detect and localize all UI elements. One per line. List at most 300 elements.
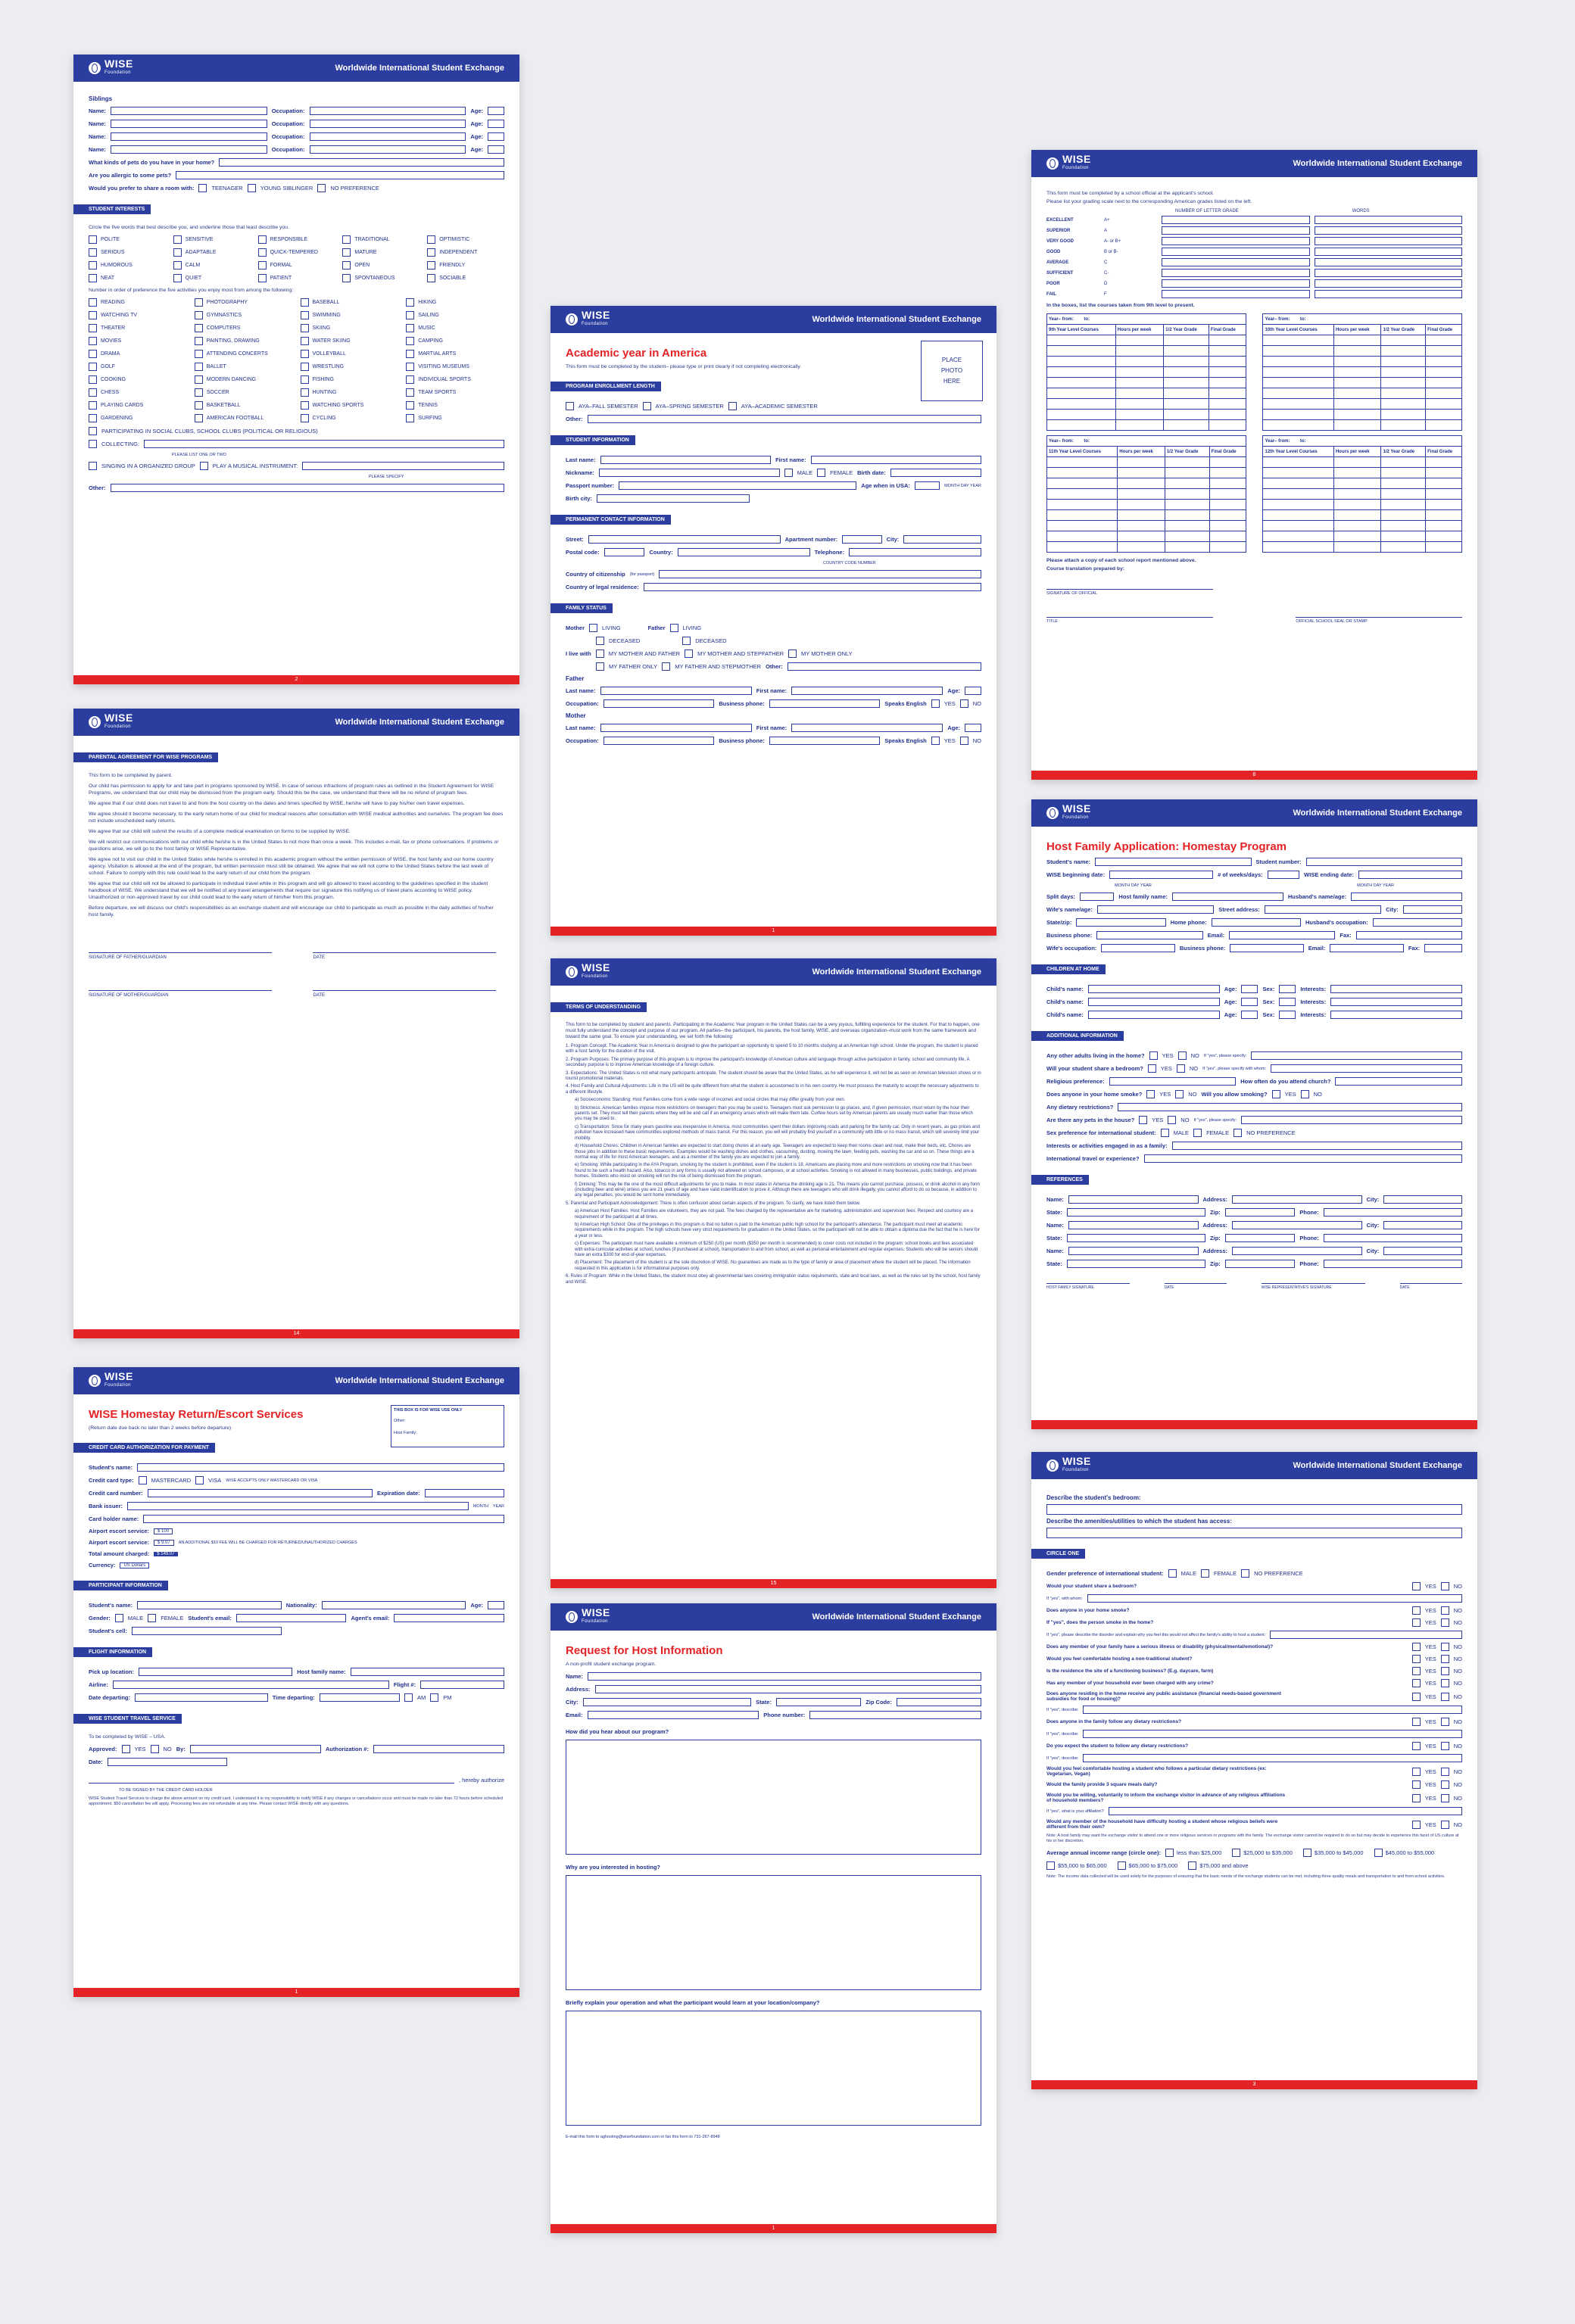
activity-option[interactable] — [406, 298, 504, 307]
q-yes[interactable] — [1412, 1618, 1421, 1627]
word-option[interactable] — [89, 261, 166, 269]
activity-option[interactable] — [301, 350, 399, 358]
q-no[interactable] — [1441, 1606, 1449, 1615]
photo-placeholder[interactable]: PLACE PHOTO HERE — [921, 341, 983, 401]
father-deceased[interactable] — [682, 637, 691, 645]
q6-yes[interactable] — [1139, 1116, 1147, 1124]
q-no[interactable] — [1441, 1794, 1449, 1802]
word-checkbox[interactable] — [173, 274, 182, 282]
email-field[interactable] — [1229, 931, 1335, 939]
g-male[interactable] — [1168, 1569, 1177, 1578]
course-cell[interactable] — [1381, 457, 1426, 468]
signature-mother[interactable]: SIGNATURE OF MOTHER/GUARDIAN — [89, 990, 272, 998]
child-age-field[interactable] — [1241, 985, 1258, 993]
end-field[interactable] — [1358, 871, 1462, 879]
word-option[interactable] — [173, 274, 251, 282]
share-younger-checkbox[interactable] — [248, 184, 256, 192]
student-name-field[interactable] — [1095, 858, 1251, 866]
activity-checkbox[interactable] — [89, 337, 97, 345]
activity-checkbox[interactable] — [406, 298, 414, 307]
course-cell[interactable] — [1047, 420, 1116, 431]
activity-checkbox[interactable] — [406, 337, 414, 345]
activity-option[interactable] — [406, 311, 504, 319]
apt-field[interactable] — [842, 535, 881, 544]
course-cell[interactable] — [1381, 510, 1426, 521]
word-checkbox[interactable] — [89, 248, 97, 257]
q-yes[interactable] — [1412, 1667, 1421, 1675]
course-cell[interactable] — [1263, 478, 1333, 489]
word-checkbox[interactable] — [258, 261, 267, 269]
mother-last-field[interactable] — [600, 724, 752, 732]
activity-option[interactable] — [195, 298, 293, 307]
course-cell[interactable] — [1164, 357, 1209, 367]
bank-field[interactable] — [127, 1502, 469, 1510]
sibling-age-field[interactable] — [488, 120, 504, 128]
course-cell[interactable] — [1164, 388, 1209, 399]
course-cell[interactable] — [1047, 346, 1116, 357]
word-option[interactable] — [342, 274, 419, 282]
activity-option[interactable] — [406, 414, 504, 422]
activity-checkbox[interactable] — [195, 401, 203, 410]
course-cell[interactable] — [1118, 457, 1165, 468]
if-yes-field[interactable] — [1083, 1706, 1462, 1714]
grade-words-field[interactable] — [1315, 258, 1463, 266]
course-cell[interactable] — [1333, 399, 1381, 410]
child-name-field[interactable] — [1088, 985, 1220, 993]
child-interests-field[interactable] — [1330, 985, 1462, 993]
course-cell[interactable] — [1164, 378, 1209, 388]
course-cell[interactable] — [1426, 500, 1462, 510]
word-option[interactable] — [89, 235, 166, 244]
fax-field[interactable] — [1356, 931, 1462, 939]
auth-field[interactable] — [373, 1745, 504, 1753]
activity-option[interactable] — [89, 350, 187, 358]
activity-option[interactable] — [406, 363, 504, 371]
word-checkbox[interactable] — [173, 248, 182, 257]
if-yes-field[interactable] — [1109, 1807, 1462, 1815]
course-cell[interactable] — [1047, 367, 1116, 378]
course-cell[interactable] — [1381, 346, 1426, 357]
street-field[interactable] — [588, 535, 781, 544]
course-cell[interactable] — [1209, 521, 1246, 531]
income-checkbox[interactable] — [1046, 1861, 1055, 1870]
course-cell[interactable] — [1426, 335, 1462, 346]
wife-field[interactable] — [1097, 905, 1214, 914]
course-cell[interactable] — [1209, 367, 1246, 378]
q-no[interactable] — [1441, 1655, 1449, 1663]
lw-other-field[interactable] — [788, 662, 981, 671]
weeks-field[interactable] — [1268, 871, 1299, 879]
activity-checkbox[interactable] — [89, 388, 97, 397]
word-checkbox[interactable] — [427, 248, 435, 257]
activity-option[interactable] — [89, 401, 187, 410]
course-cell[interactable] — [1263, 521, 1333, 531]
q-yes[interactable] — [1412, 1582, 1421, 1590]
ref-city-field[interactable] — [1383, 1195, 1462, 1204]
q3-answer[interactable] — [566, 2011, 981, 2126]
activity-checkbox[interactable] — [195, 298, 203, 307]
other-field[interactable] — [588, 415, 982, 423]
course-cell[interactable] — [1047, 542, 1118, 553]
child-interests-field[interactable] — [1330, 1011, 1462, 1019]
husband-occ-field[interactable] — [1373, 918, 1462, 927]
ref-phone-field[interactable] — [1324, 1260, 1462, 1268]
course-cell[interactable] — [1333, 500, 1381, 510]
activity-option[interactable] — [406, 401, 504, 410]
word-checkbox[interactable] — [342, 261, 351, 269]
activity-checkbox[interactable] — [406, 401, 414, 410]
course-cell[interactable] — [1333, 468, 1381, 478]
child-sex-field[interactable] — [1279, 998, 1296, 1006]
q-no[interactable] — [1441, 1679, 1449, 1687]
holder-field[interactable] — [143, 1515, 504, 1523]
time-field[interactable] — [320, 1693, 400, 1702]
course-cell[interactable] — [1263, 388, 1333, 399]
activity-checkbox[interactable] — [195, 363, 203, 371]
sibling-occ-field[interactable] — [310, 107, 466, 115]
course-cell[interactable] — [1263, 542, 1333, 553]
course-cell[interactable] — [1047, 510, 1118, 521]
child-interests-field[interactable] — [1330, 998, 1462, 1006]
course-cell[interactable] — [1209, 357, 1246, 367]
q-yes[interactable] — [1412, 1606, 1421, 1615]
mother-deceased[interactable] — [596, 637, 604, 645]
course-cell[interactable] — [1164, 335, 1209, 346]
title-line[interactable]: TITLE — [1046, 617, 1213, 624]
q-no[interactable] — [1441, 1821, 1449, 1829]
course-cell[interactable] — [1115, 388, 1164, 399]
course-cell[interactable] — [1047, 378, 1116, 388]
flight-field[interactable] — [420, 1681, 504, 1689]
course-cell[interactable] — [1115, 420, 1164, 431]
course-cell[interactable] — [1426, 378, 1462, 388]
ref-phone-field[interactable] — [1324, 1234, 1462, 1242]
word-option[interactable] — [258, 274, 335, 282]
course-cell[interactable] — [1426, 388, 1462, 399]
activity-option[interactable] — [301, 298, 399, 307]
course-cell[interactable] — [1333, 357, 1381, 367]
q-yes[interactable] — [1412, 1780, 1421, 1789]
income-option[interactable] — [1374, 1849, 1435, 1857]
course-cell[interactable] — [1333, 367, 1381, 378]
q-yes[interactable] — [1412, 1718, 1421, 1726]
course-cell[interactable] — [1118, 521, 1165, 531]
first-name-field[interactable] — [811, 456, 981, 464]
sig-date-1[interactable]: DATE — [1165, 1283, 1227, 1290]
activity-option[interactable] — [301, 337, 399, 345]
if-yes-field[interactable] — [1083, 1730, 1462, 1738]
course-cell[interactable] — [1118, 478, 1165, 489]
birth-city-field[interactable] — [597, 494, 750, 503]
ref-name-field[interactable] — [1068, 1247, 1199, 1255]
course-cell[interactable] — [1164, 346, 1209, 357]
course-cell[interactable] — [1209, 346, 1246, 357]
father-first-field[interactable] — [791, 687, 943, 695]
activity-checkbox[interactable] — [195, 375, 203, 384]
course-cell[interactable] — [1165, 500, 1209, 510]
child-name-field[interactable] — [1088, 1011, 1220, 1019]
citizenship-field[interactable] — [659, 570, 981, 578]
if-yes-field[interactable] — [1083, 1754, 1462, 1762]
activity-checkbox[interactable] — [406, 414, 414, 422]
grade-scale-field[interactable] — [1162, 237, 1310, 245]
course-cell[interactable] — [1209, 388, 1246, 399]
father-age-field[interactable] — [965, 687, 981, 695]
course-cell[interactable] — [1209, 335, 1246, 346]
course-cell[interactable] — [1118, 468, 1165, 478]
activity-option[interactable] — [89, 337, 187, 345]
income-option[interactable] — [1046, 1861, 1107, 1870]
course-cell[interactable] — [1381, 542, 1426, 553]
am-checkbox[interactable] — [404, 1693, 413, 1702]
nickname-field[interactable] — [599, 469, 780, 477]
course-cell[interactable] — [1209, 531, 1246, 542]
lw-4[interactable] — [596, 662, 604, 671]
course-cell[interactable] — [1333, 521, 1381, 531]
child-age-field[interactable] — [1241, 1011, 1258, 1019]
income-checkbox[interactable] — [1232, 1849, 1240, 1857]
course-cell[interactable] — [1333, 388, 1381, 399]
activity-option[interactable] — [301, 311, 399, 319]
home-phone-field[interactable] — [1212, 918, 1301, 927]
income-checkbox[interactable] — [1374, 1849, 1383, 1857]
wife-fax-field[interactable] — [1424, 944, 1462, 952]
q6-no[interactable] — [1168, 1116, 1176, 1124]
course-cell[interactable] — [1118, 489, 1165, 500]
child-sex-field[interactable] — [1279, 985, 1296, 993]
wife-bus-field[interactable] — [1230, 944, 1304, 952]
course-cell[interactable] — [1047, 521, 1118, 531]
word-option[interactable] — [427, 274, 504, 282]
collecting-checkbox[interactable] — [89, 440, 97, 448]
activity-option[interactable] — [89, 298, 187, 307]
word-option[interactable] — [342, 261, 419, 269]
course-cell[interactable] — [1426, 478, 1462, 489]
clubs-checkbox[interactable] — [89, 427, 97, 435]
ref-city-field[interactable] — [1383, 1221, 1462, 1229]
pm-checkbox[interactable] — [430, 1693, 438, 1702]
activity-option[interactable] — [89, 311, 187, 319]
collecting-field[interactable] — [144, 440, 504, 448]
word-checkbox[interactable] — [427, 235, 435, 244]
zip-field[interactable] — [897, 1698, 981, 1706]
singing-checkbox[interactable] — [89, 462, 97, 470]
sex-nopref[interactable] — [1233, 1129, 1242, 1137]
sig-rep[interactable]: WISE REPRESENTATIVE'S SIGNATURE — [1262, 1283, 1365, 1290]
share-nopref-checkbox[interactable] — [317, 184, 326, 192]
husband-field[interactable] — [1351, 893, 1462, 901]
interests-field[interactable] — [1172, 1142, 1462, 1150]
income-option[interactable] — [1165, 1849, 1221, 1857]
participant-name-field[interactable] — [137, 1601, 282, 1609]
course-cell[interactable] — [1263, 510, 1333, 521]
activity-option[interactable] — [406, 375, 504, 384]
sibling-name-field[interactable] — [111, 107, 267, 115]
ref-name-field[interactable] — [1068, 1195, 1199, 1204]
course-cell[interactable] — [1115, 378, 1164, 388]
word-checkbox[interactable] — [89, 235, 97, 244]
income-checkbox[interactable] — [1118, 1861, 1126, 1870]
academic-checkbox[interactable] — [728, 402, 737, 410]
activity-checkbox[interactable] — [406, 375, 414, 384]
g-nopref[interactable] — [1241, 1569, 1249, 1578]
course-cell[interactable] — [1047, 468, 1118, 478]
word-option[interactable] — [427, 248, 504, 257]
travel-field[interactable] — [1144, 1154, 1462, 1163]
father-living[interactable] — [670, 624, 678, 632]
course-cell[interactable] — [1263, 357, 1333, 367]
date-departing-field[interactable] — [135, 1693, 268, 1702]
activity-checkbox[interactable] — [301, 375, 309, 384]
course-cell[interactable] — [1165, 531, 1209, 542]
course-cell[interactable] — [1333, 457, 1381, 468]
q-yes[interactable] — [1412, 1794, 1421, 1802]
course-cell[interactable] — [1165, 457, 1209, 468]
course-cell[interactable] — [1118, 531, 1165, 542]
course-cell[interactable] — [1047, 457, 1118, 468]
sibling-age-field[interactable] — [488, 132, 504, 141]
split-field[interactable] — [1080, 893, 1114, 901]
activity-checkbox[interactable] — [406, 311, 414, 319]
activity-checkbox[interactable] — [301, 311, 309, 319]
ref-zip-field[interactable] — [1225, 1260, 1296, 1268]
child-sex-field[interactable] — [1279, 1011, 1296, 1019]
activity-option[interactable] — [195, 311, 293, 319]
father-bus-field[interactable] — [769, 699, 881, 708]
pets-field[interactable] — [1241, 1116, 1462, 1124]
course-cell[interactable] — [1381, 521, 1426, 531]
course-cell[interactable] — [1118, 500, 1165, 510]
q-no[interactable] — [1441, 1742, 1449, 1750]
q2-answer[interactable] — [566, 1875, 981, 1990]
word-checkbox[interactable] — [258, 235, 267, 244]
activity-option[interactable] — [406, 388, 504, 397]
pets-field[interactable] — [219, 158, 504, 167]
other-field[interactable] — [111, 484, 505, 492]
activity-option[interactable] — [301, 324, 399, 332]
activity-checkbox[interactable] — [301, 388, 309, 397]
activity-checkbox[interactable] — [406, 324, 414, 332]
state-field[interactable] — [1076, 918, 1165, 927]
q-yes[interactable] — [1412, 1643, 1421, 1651]
approved-yes[interactable] — [122, 1745, 130, 1753]
lw-2[interactable] — [685, 650, 693, 658]
father-occ-field[interactable] — [603, 699, 715, 708]
course-cell[interactable] — [1165, 478, 1209, 489]
course-cell[interactable] — [1333, 531, 1381, 542]
course-cell[interactable] — [1263, 367, 1333, 378]
word-option[interactable] — [89, 248, 166, 257]
age-field[interactable] — [488, 1601, 504, 1609]
course-cell[interactable] — [1333, 335, 1381, 346]
course-cell[interactable] — [1263, 346, 1333, 357]
course-cell[interactable] — [1164, 367, 1209, 378]
word-checkbox[interactable] — [258, 248, 267, 257]
course-cell[interactable] — [1115, 357, 1164, 367]
dietary-field[interactable] — [1118, 1103, 1462, 1111]
activity-checkbox[interactable] — [89, 324, 97, 332]
activity-checkbox[interactable] — [406, 350, 414, 358]
course-cell[interactable] — [1209, 510, 1246, 521]
course-cell[interactable] — [1209, 420, 1246, 431]
child-name-field[interactable] — [1088, 998, 1220, 1006]
course-cell[interactable] — [1263, 378, 1333, 388]
sig-official[interactable]: SIGNATURE OF OFFICIAL — [1046, 589, 1213, 596]
course-cell[interactable] — [1333, 410, 1381, 420]
ref-addr-field[interactable] — [1232, 1221, 1362, 1229]
activity-checkbox[interactable] — [89, 414, 97, 422]
course-cell[interactable] — [1115, 335, 1164, 346]
grade-scale-field[interactable] — [1162, 216, 1310, 224]
course-cell[interactable] — [1164, 420, 1209, 431]
wife-email-field[interactable] — [1330, 944, 1404, 952]
instrument-field[interactable] — [302, 462, 504, 470]
activity-option[interactable] — [89, 324, 187, 332]
course-cell[interactable] — [1047, 531, 1118, 542]
email-field[interactable] — [588, 1711, 759, 1719]
sibling-occ-field[interactable] — [310, 132, 466, 141]
activity-checkbox[interactable] — [195, 311, 203, 319]
activity-option[interactable] — [301, 363, 399, 371]
course-cell[interactable] — [1115, 346, 1164, 357]
course-cell[interactable] — [1426, 542, 1462, 553]
income-checkbox[interactable] — [1188, 1861, 1196, 1870]
ref-state-field[interactable] — [1067, 1260, 1205, 1268]
city-field[interactable] — [583, 1698, 751, 1706]
male-checkbox[interactable] — [784, 469, 793, 477]
activity-option[interactable] — [89, 375, 187, 384]
host-name-field[interactable] — [351, 1668, 504, 1676]
activity-option[interactable] — [195, 337, 293, 345]
q-no[interactable] — [1441, 1643, 1449, 1651]
ref-state-field[interactable] — [1067, 1208, 1205, 1217]
income-checkbox[interactable] — [1303, 1849, 1311, 1857]
father-eng-yes[interactable] — [931, 699, 940, 708]
course-cell[interactable] — [1209, 542, 1246, 553]
activity-option[interactable] — [195, 414, 293, 422]
course-cell[interactable] — [1381, 420, 1426, 431]
activity-checkbox[interactable] — [89, 401, 97, 410]
grade-scale-field[interactable] — [1162, 226, 1310, 235]
activity-option[interactable] — [195, 350, 293, 358]
date-mother[interactable]: DATE — [313, 990, 496, 998]
ref-city-field[interactable] — [1383, 1247, 1462, 1255]
lw-3[interactable] — [788, 650, 797, 658]
word-checkbox[interactable] — [342, 274, 351, 282]
course-cell[interactable] — [1333, 378, 1381, 388]
course-cell[interactable] — [1209, 378, 1246, 388]
hf-name-field[interactable] — [1172, 893, 1283, 901]
course-cell[interactable] — [1333, 478, 1381, 489]
grade-scale-field[interactable] — [1162, 269, 1310, 277]
course-cell[interactable] — [1209, 410, 1246, 420]
name-field[interactable] — [588, 1672, 981, 1681]
word-option[interactable] — [342, 248, 419, 257]
ref-addr-field[interactable] — [1232, 1195, 1362, 1204]
q2-field[interactable] — [1271, 1064, 1462, 1073]
course-cell[interactable] — [1426, 346, 1462, 357]
course-cell[interactable] — [1381, 357, 1426, 367]
father-eng-no[interactable] — [960, 699, 968, 708]
activity-checkbox[interactable] — [195, 388, 203, 397]
ref-addr-field[interactable] — [1232, 1247, 1362, 1255]
course-cell[interactable] — [1263, 531, 1333, 542]
income-option[interactable] — [1303, 1849, 1364, 1857]
course-cell[interactable] — [1165, 521, 1209, 531]
activity-checkbox[interactable] — [301, 337, 309, 345]
q1-no[interactable] — [1178, 1051, 1187, 1060]
course-cell[interactable] — [1047, 500, 1118, 510]
